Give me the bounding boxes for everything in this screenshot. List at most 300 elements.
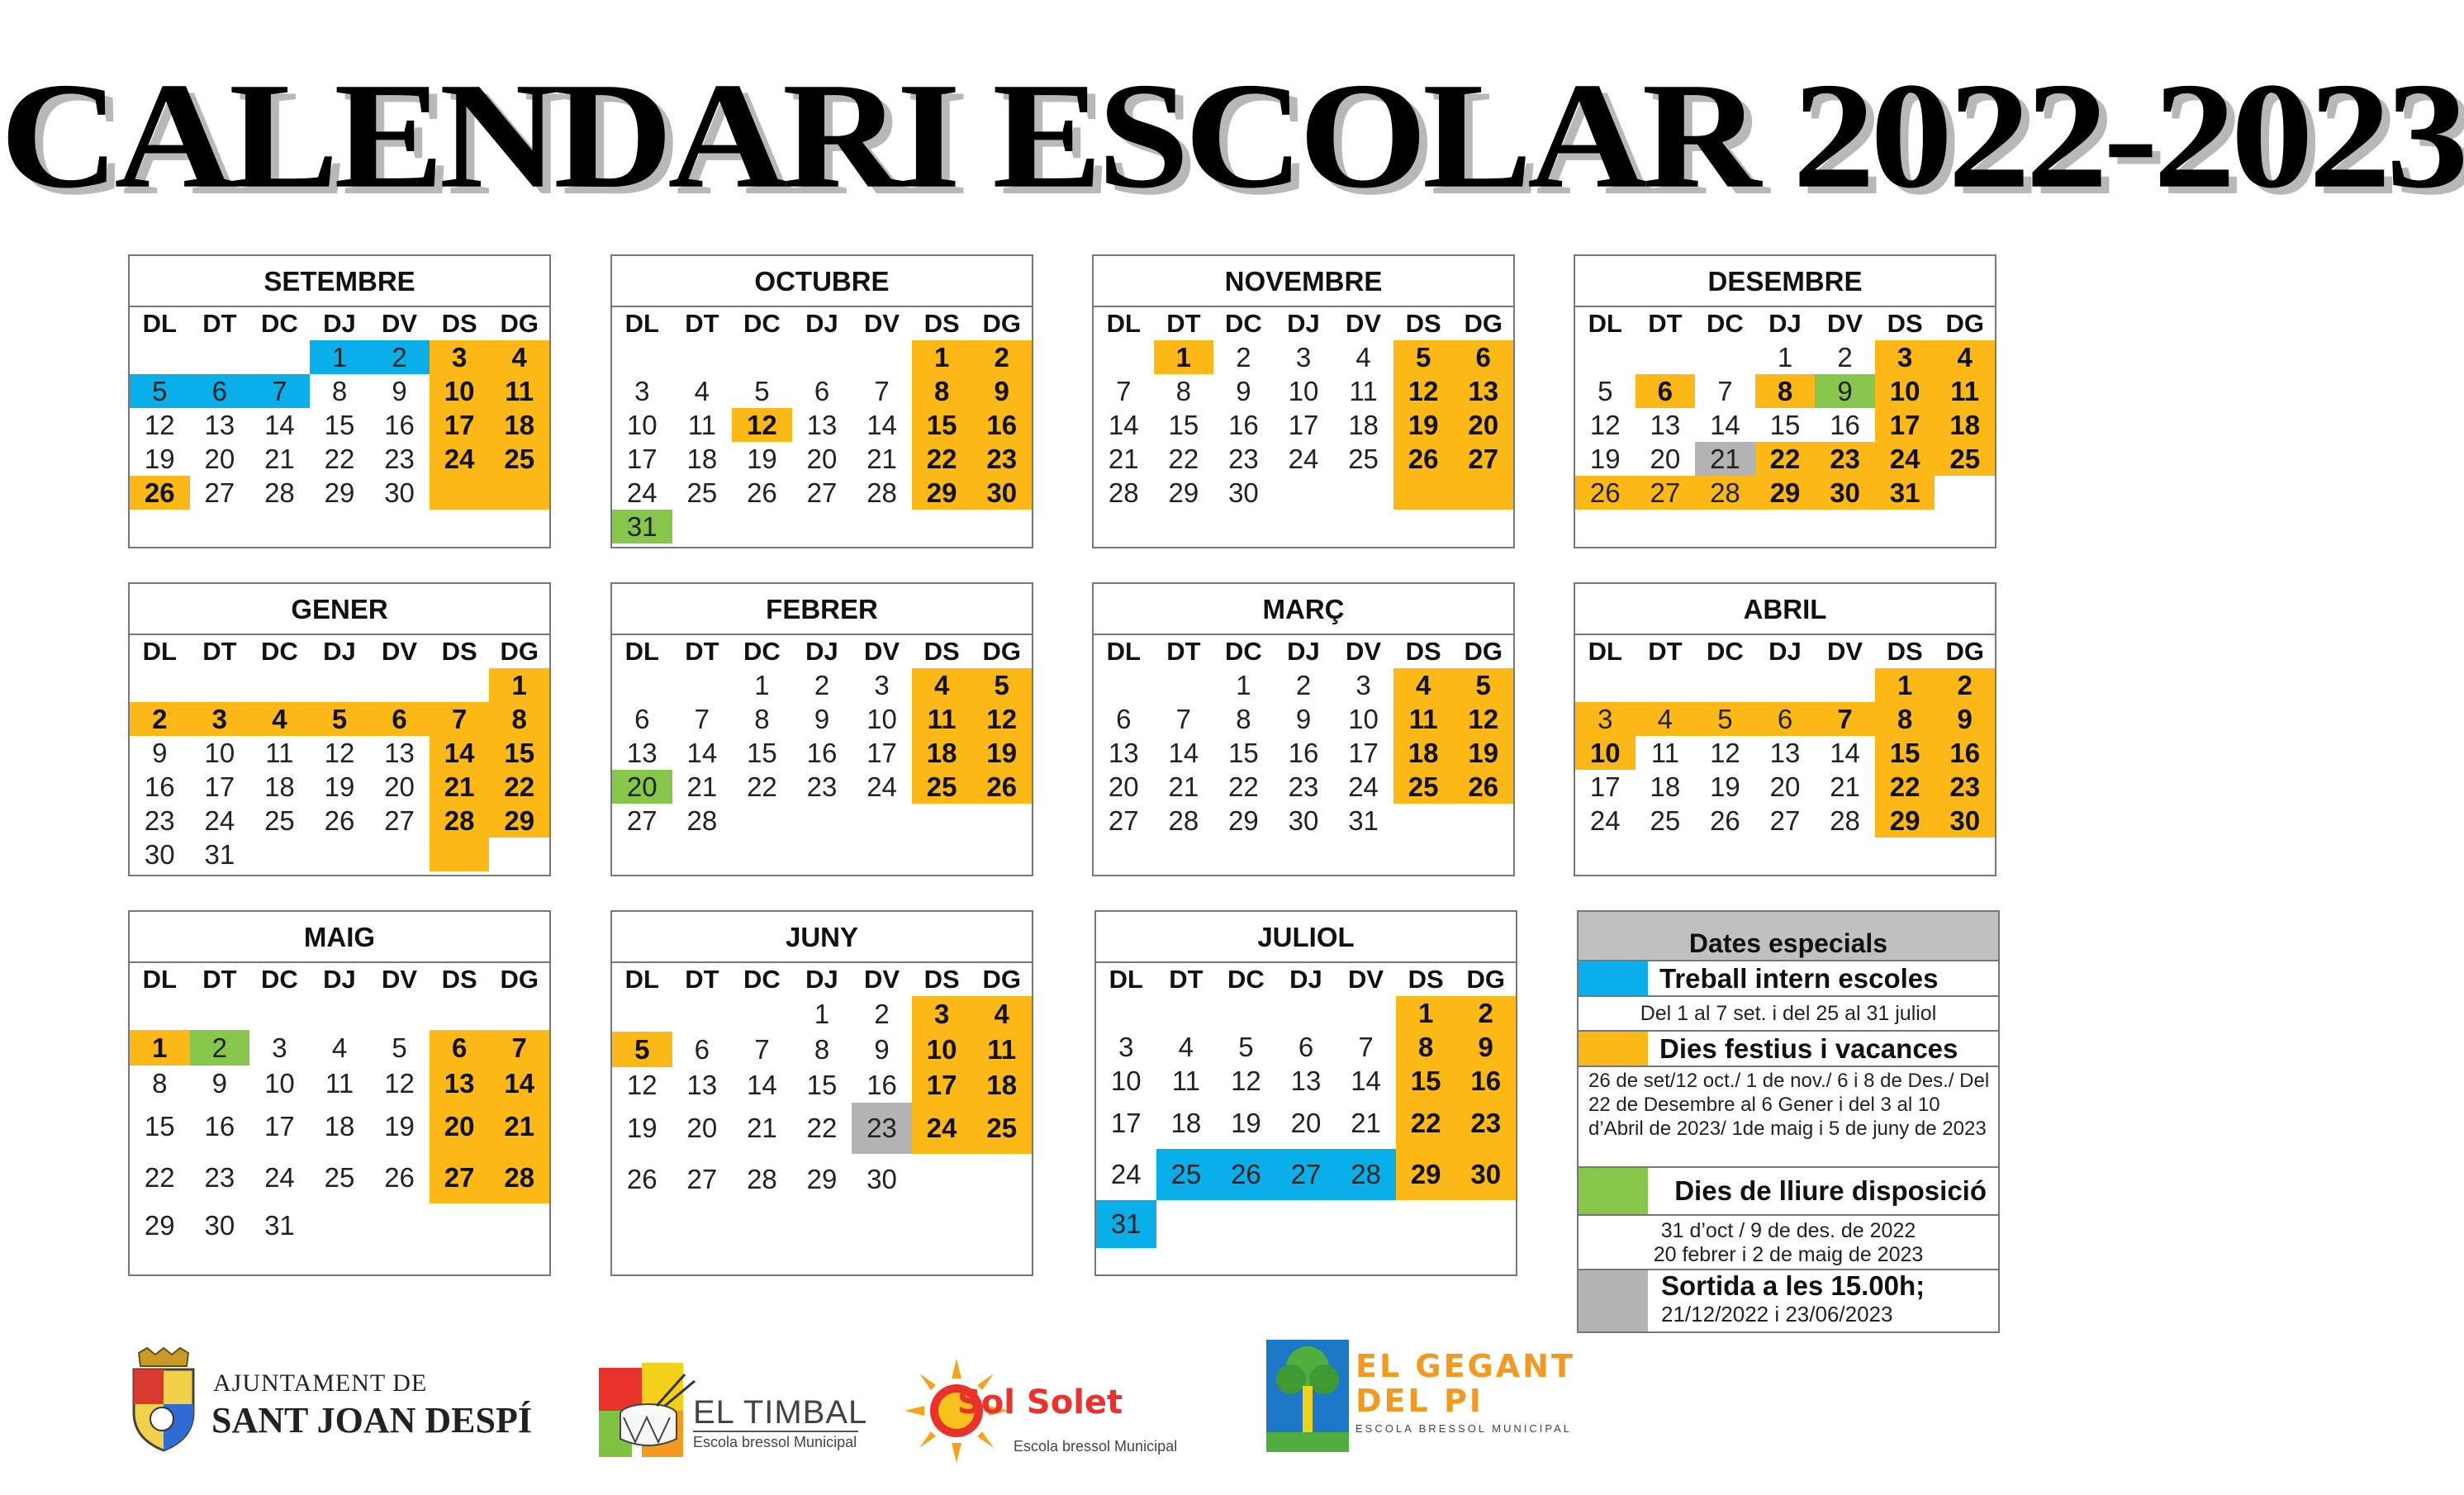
day-cell: 30 <box>971 476 1032 510</box>
day-cell: 11 <box>1171 1065 1200 1096</box>
day-cell: 11 <box>1650 737 1679 768</box>
day-cell: 5 <box>612 1032 672 1067</box>
day-cell: 22 <box>324 443 355 474</box>
day-cell: 20 <box>806 443 838 474</box>
empty-day-cell <box>672 510 733 543</box>
empty-day-cell <box>310 996 370 1030</box>
legend-label-lliure-disposicio: Dies de lliure disposició <box>1674 1175 1987 1206</box>
day-cell: 11 <box>265 737 294 768</box>
empty-day-cell <box>732 510 792 543</box>
empty-day-cell <box>1575 668 1636 702</box>
day-cell: 18 <box>1650 771 1681 802</box>
weekday-label: DV <box>1346 637 1382 666</box>
month-name: ABRIL <box>1743 594 1827 624</box>
empty-day-cell <box>732 996 792 1032</box>
logo-timbal-name: EL TIMBAL <box>693 1394 868 1431</box>
day-cell: 20 <box>612 770 672 804</box>
empty-day-cell <box>1393 804 1454 838</box>
weekday-label: DC <box>1227 965 1265 994</box>
logo-solet-name: Sol Solet <box>957 1383 1123 1421</box>
weekday-label: DV <box>864 965 900 994</box>
weekday-label: DJ <box>1287 309 1320 338</box>
day-cell: 11 <box>325 1067 354 1099</box>
empty-day-cell <box>852 804 912 838</box>
weekday-label: DL <box>1106 309 1141 338</box>
day-cell: 7 <box>1116 375 1132 406</box>
day-cell: 29 <box>1875 804 1935 838</box>
month-name: OCTUBRE <box>754 266 890 297</box>
logo-el-timbal <box>599 1363 871 1462</box>
day-cell: 22 <box>489 770 549 804</box>
weekday-label: DJ <box>805 637 838 666</box>
day-cell: 9 <box>211 1067 228 1099</box>
day-cell: 23 <box>384 443 415 474</box>
day-cell: 8 <box>814 1033 830 1065</box>
empty-day-cell <box>1154 668 1214 702</box>
weekday-label: DT <box>202 965 237 994</box>
legend-row-festius <box>1579 1030 1998 1065</box>
day-cell: 12 <box>971 702 1032 736</box>
day-cell: 6 <box>369 702 430 736</box>
day-cell: 10 <box>430 374 490 408</box>
day-cell: 24 <box>264 1162 295 1193</box>
empty-day-cell <box>1695 340 1755 374</box>
month-marc <box>1092 582 1515 876</box>
day-cell: 11 <box>1935 374 1995 408</box>
day-cell: 13 <box>1108 737 1139 768</box>
day-cell: 17 <box>1288 409 1319 440</box>
day-cell: 23 <box>971 442 1032 476</box>
day-cell: 14 <box>686 737 718 768</box>
day-cell: 31 <box>264 1210 295 1241</box>
weekday-label: DC <box>743 309 781 338</box>
day-cell: 9 <box>1455 1030 1516 1064</box>
logo-ajuntament-sant-joan-despi <box>122 1346 552 1454</box>
day-cell: 27 <box>806 477 838 508</box>
weekday-header <box>1094 306 1513 340</box>
day-cell: 21 <box>1695 442 1755 476</box>
day-cell: 12 <box>324 737 355 768</box>
day-cell: 23 <box>1815 442 1875 476</box>
empty-day-cell <box>1755 668 1816 702</box>
day-cell: 19 <box>324 771 355 802</box>
day-cell: 7 <box>1717 375 1733 406</box>
weekday-label: DG <box>500 309 539 338</box>
weekday-label: DS <box>1405 309 1441 338</box>
day-cell: 3 <box>272 1032 287 1063</box>
weekday-label: DL <box>624 637 659 666</box>
weekday-label: DJ <box>805 965 838 994</box>
day-cell: 20 <box>1769 771 1801 802</box>
logo-sjd-line-1: AJUNTAMENT DE <box>213 1369 428 1397</box>
day-cell: 11 <box>1349 375 1378 406</box>
weekday-label: DL <box>1588 309 1622 338</box>
logo-gegant-subtitle: ESCOLA BRESSOL MUNICIPAL <box>1355 1422 1573 1435</box>
day-cell: 26 <box>1453 770 1513 804</box>
day-cell: 4 <box>1935 340 1995 374</box>
weekday-header <box>1575 306 1995 340</box>
coat-of-arms-icon <box>122 1346 205 1454</box>
day-cell: 13 <box>686 1069 718 1100</box>
weekday-label: DV <box>382 309 418 338</box>
day-cell: 6 <box>694 1033 710 1065</box>
day-cell: 20 <box>686 1113 718 1143</box>
day-cell: 16 <box>971 408 1032 442</box>
day-cell: 31 <box>612 510 672 543</box>
weekday-label: DS <box>1408 965 1444 994</box>
day-cell: 29 <box>489 804 549 838</box>
day-cell: 2 <box>1236 341 1251 373</box>
legend-desc-green-line-1: 31 d’oct / 9 de des. de 2022 <box>1660 1219 1916 1242</box>
day-cell: 11 <box>1393 702 1454 736</box>
day-cell: 18 <box>264 771 295 802</box>
empty-day-cell <box>971 1154 1032 1205</box>
empty-day-cell <box>1276 1200 1336 1248</box>
day-cell: 14 <box>866 409 897 440</box>
month-abril <box>1574 582 1996 876</box>
day-cell: 7 <box>694 703 710 734</box>
day-cell: 17 <box>430 408 490 442</box>
month-febrer <box>610 582 1033 876</box>
day-cell: 21 <box>430 770 490 804</box>
day-cell: 16 <box>1455 1064 1516 1098</box>
day-cell: 27 <box>1453 442 1513 476</box>
day-cell: 3 <box>430 340 490 374</box>
day-grid <box>1575 340 1995 510</box>
day-cell: 30 <box>384 477 415 508</box>
weekday-label: DG <box>1945 309 1984 338</box>
day-cell: 25 <box>1348 443 1379 474</box>
empty-day-cell <box>732 340 792 374</box>
day-cell: 14 <box>747 1069 777 1100</box>
day-cell: 21 <box>686 771 718 802</box>
day-cell: 1 <box>754 669 770 700</box>
day-cell: 13 <box>430 1065 490 1101</box>
legend-row-treball-intern <box>1579 960 1998 995</box>
day-cell: 27 <box>384 804 415 836</box>
day-cell: 24 <box>1110 1159 1142 1189</box>
day-cell: 4 <box>249 702 310 736</box>
day-cell: 15 <box>747 737 777 768</box>
day-cell: 28 <box>1168 804 1199 836</box>
day-cell: 24 <box>430 442 490 476</box>
month-juliol <box>1094 910 1517 1276</box>
day-cell: 6 <box>190 374 250 408</box>
legend-desc-green-line-2: 20 febrer i 2 de maig de 2023 <box>1653 1243 1924 1266</box>
day-cell: 18 <box>1393 736 1454 770</box>
day-cell: 26 <box>324 804 355 836</box>
day-cell: 29 <box>1228 804 1259 836</box>
day-cell: 9 <box>152 737 168 768</box>
day-cell: 27 <box>204 477 235 508</box>
day-cell: 29 <box>1755 476 1816 510</box>
day-cell: 15 <box>1396 1064 1456 1098</box>
day-cell: 8 <box>1875 702 1935 736</box>
empty-day-cell <box>672 340 733 374</box>
day-cell: 3 <box>1575 702 1636 736</box>
weekday-label: DV <box>864 309 900 338</box>
day-cell: 8 <box>489 702 549 736</box>
legend-label-sortida: Sortida a les 15.00h; <box>1661 1270 1925 1301</box>
day-cell: 6 <box>1116 703 1132 734</box>
day-cell: 26 <box>130 476 190 510</box>
day-cell: 24 <box>866 771 897 802</box>
day-cell: 31 <box>204 838 235 870</box>
day-grid <box>612 996 1032 1205</box>
day-cell: 15 <box>1168 409 1199 440</box>
day-cell: 24 <box>626 477 658 508</box>
weekday-label: DL <box>142 965 177 994</box>
empty-day-cell <box>130 668 190 702</box>
day-cell: 18 <box>686 443 718 474</box>
day-cell: 14 <box>1351 1065 1381 1096</box>
day-cell: 28 <box>264 477 295 508</box>
empty-day-cell <box>1695 668 1755 702</box>
weekday-label: DT <box>685 637 719 666</box>
day-cell: 22 <box>1168 443 1199 474</box>
day-cell: 20 <box>1108 771 1139 802</box>
empty-day-cell <box>1815 668 1875 702</box>
day-cell: 10 <box>912 1032 972 1067</box>
month-name: SETEMBRE <box>263 266 415 297</box>
weekday-label: DL <box>1109 965 1143 994</box>
day-cell: 27 <box>1636 476 1696 510</box>
empty-day-cell <box>1274 476 1334 510</box>
weekday-label: DS <box>441 309 477 338</box>
month-name: DESEMBRE <box>1707 266 1863 297</box>
weekday-label: DG <box>982 637 1021 666</box>
day-cell: 7 <box>249 374 310 408</box>
weekday-label: DC <box>743 637 781 666</box>
day-cell: 16 <box>1288 737 1319 768</box>
pine-tree-icon <box>1266 1340 1349 1452</box>
empty-day-cell <box>1935 476 1995 510</box>
weekday-label: DC <box>1707 637 1744 666</box>
day-cell: 4 <box>1393 668 1454 702</box>
day-cell: 30 <box>1455 1149 1516 1200</box>
day-cell: 18 <box>912 736 972 770</box>
day-cell: 10 <box>1575 736 1636 770</box>
legend-swatch-blue <box>1579 961 1648 995</box>
logo-el-gegant-del-pi <box>1266 1340 1575 1455</box>
day-cell: 9 <box>1236 375 1251 406</box>
month-novembre <box>1092 254 1515 548</box>
empty-day-cell <box>130 996 190 1030</box>
weekday-label: DT <box>1169 965 1204 994</box>
day-cell: 17 <box>1875 408 1935 442</box>
day-cell: 17 <box>1348 737 1379 768</box>
weekday-label: DV <box>1827 309 1863 338</box>
month-gener <box>128 582 551 876</box>
empty-day-cell <box>310 838 370 871</box>
day-cell: 21 <box>264 443 295 474</box>
day-cell: 13 <box>1769 737 1801 768</box>
weekday-label: DG <box>1945 637 1984 666</box>
day-cell: 6 <box>634 703 650 734</box>
day-cell: 5 <box>1393 340 1454 374</box>
empty-day-cell <box>430 476 490 510</box>
day-cell: 3 <box>1118 1031 1134 1062</box>
day-cell: 18 <box>1348 409 1379 440</box>
day-cell: 28 <box>747 1164 777 1194</box>
day-cell: 25 <box>686 477 718 508</box>
empty-day-cell <box>430 668 490 702</box>
day-cell: 20 <box>384 771 415 802</box>
day-cell: 30 <box>1815 476 1875 510</box>
weekday-label: DT <box>202 309 237 338</box>
day-cell: 3 <box>190 702 250 736</box>
weekday-header <box>130 634 549 668</box>
empty-day-cell <box>430 838 490 871</box>
day-cell: 14 <box>430 736 490 770</box>
day-cell: 17 <box>626 443 658 474</box>
day-cell: 5 <box>1238 1031 1254 1062</box>
day-grid <box>130 668 549 871</box>
day-cell: 19 <box>747 443 777 474</box>
day-cell: 9 <box>874 1033 890 1065</box>
day-cell: 26 <box>1710 804 1740 836</box>
day-cell: 2 <box>1935 668 1995 702</box>
logo-timbal-subtitle: Escola bressol Municipal <box>693 1434 857 1450</box>
day-cell: 30 <box>1935 804 1995 838</box>
day-cell: 1 <box>1875 668 1935 702</box>
weekday-header <box>612 961 1032 996</box>
day-cell: 21 <box>489 1101 549 1152</box>
day-cell: 25 <box>1393 770 1454 804</box>
day-cell: 30 <box>1228 477 1259 508</box>
day-cell: 17 <box>204 771 235 802</box>
day-cell: 23 <box>852 1103 912 1154</box>
weekday-label: DV <box>1348 965 1384 994</box>
weekday-label: DJ <box>805 309 838 338</box>
day-cell: 5 <box>310 702 370 736</box>
day-cell: 12 <box>1231 1065 1261 1096</box>
day-cell: 29 <box>1396 1149 1456 1200</box>
weekday-label: DV <box>382 965 418 994</box>
day-cell: 12 <box>1393 374 1454 408</box>
empty-day-cell <box>310 1203 370 1248</box>
day-cell: 20 <box>1650 443 1681 474</box>
logo-gegant-line-2: DEL PI <box>1355 1383 1484 1419</box>
day-cell: 13 <box>204 409 235 440</box>
day-cell: 5 <box>1453 668 1513 702</box>
day-cell: 19 <box>1231 1108 1261 1138</box>
day-cell: 31 <box>1348 804 1379 836</box>
weekday-label: DJ <box>323 637 356 666</box>
weekday-label: DL <box>142 637 177 666</box>
day-cell: 17 <box>866 737 897 768</box>
empty-day-cell <box>852 510 912 543</box>
day-cell: 7 <box>874 375 890 406</box>
day-cell: 1 <box>1396 996 1456 1030</box>
day-cell: 2 <box>874 998 890 1029</box>
day-cell: 12 <box>384 1067 415 1099</box>
empty-day-cell <box>1156 1200 1217 1248</box>
empty-day-cell <box>1453 804 1513 838</box>
day-cell: 25 <box>264 804 295 836</box>
day-cell: 30 <box>1288 804 1319 836</box>
day-cell: 31 <box>1875 476 1935 510</box>
day-cell: 26 <box>626 1164 658 1194</box>
month-maig <box>128 910 551 1276</box>
weekday-label: DT <box>1166 637 1201 666</box>
empty-day-cell <box>369 996 430 1030</box>
day-cell: 22 <box>1228 771 1259 802</box>
day-cell: 4 <box>331 1032 348 1063</box>
day-cell: 12 <box>732 408 792 442</box>
day-cell: 8 <box>331 375 348 406</box>
day-cell: 20 <box>1290 1108 1322 1138</box>
day-cell: 16 <box>1935 736 1995 770</box>
weekday-header <box>1094 634 1513 668</box>
day-cell: 6 <box>814 375 830 406</box>
day-cell: 8 <box>754 703 770 734</box>
empty-day-cell <box>1453 476 1513 510</box>
empty-day-cell <box>971 510 1032 543</box>
day-cell: 11 <box>971 1032 1032 1067</box>
day-cell: 28 <box>1830 804 1860 836</box>
empty-day-cell <box>792 340 852 374</box>
day-cell: 3 <box>1355 669 1371 700</box>
empty-day-cell <box>249 996 310 1030</box>
day-cell: 14 <box>1710 409 1740 440</box>
day-cell: 23 <box>1455 1098 1516 1149</box>
weekday-label: DG <box>1464 637 1503 666</box>
day-cell: 2 <box>1455 996 1516 1030</box>
day-cell: 25 <box>324 1162 355 1193</box>
day-cell: 17 <box>264 1111 295 1141</box>
day-cell: 20 <box>430 1101 490 1152</box>
empty-day-cell <box>792 510 852 543</box>
day-cell: 28 <box>1695 476 1755 510</box>
day-cell: 15 <box>912 408 972 442</box>
empty-day-cell <box>1636 340 1696 374</box>
day-cell: 19 <box>971 736 1032 770</box>
day-cell: 14 <box>489 1065 549 1101</box>
empty-day-cell <box>1455 1200 1516 1248</box>
legend-label-festius: Dies festius i vacances <box>1659 1033 1958 1064</box>
empty-day-cell <box>310 668 370 702</box>
day-cell: 22 <box>1396 1098 1456 1149</box>
day-cell: 13 <box>626 737 658 768</box>
weekday-header <box>612 306 1032 340</box>
empty-day-cell <box>1336 1200 1396 1248</box>
weekday-label: DL <box>624 965 659 994</box>
month-name: FEBRER <box>766 594 878 624</box>
day-cell: 6 <box>430 1030 490 1065</box>
legend-row-lliure-disposicio <box>1579 1166 1998 1214</box>
empty-day-cell <box>852 340 912 374</box>
day-cell: 1 <box>1154 340 1214 374</box>
day-cell: 24 <box>912 1103 972 1154</box>
legend-desc-treball-intern: Del 1 al 7 set. i del 25 al 31 juliol <box>1579 995 1998 1030</box>
empty-day-cell <box>190 996 250 1030</box>
weekday-label: DS <box>1887 637 1923 666</box>
day-cell: 9 <box>1935 702 1995 736</box>
day-cell: 1 <box>1236 669 1251 700</box>
empty-day-cell <box>612 996 672 1032</box>
day-cell: 15 <box>324 409 355 440</box>
day-cell: 18 <box>489 408 549 442</box>
day-cell: 30 <box>144 838 175 870</box>
day-cell: 4 <box>912 668 972 702</box>
weekday-label: DC <box>1225 637 1262 666</box>
day-cell: 26 <box>1393 442 1454 476</box>
day-cell: 15 <box>489 736 549 770</box>
day-cell: 27 <box>430 1152 490 1203</box>
empty-day-cell <box>971 804 1032 838</box>
day-cell: 7 <box>1815 702 1875 736</box>
